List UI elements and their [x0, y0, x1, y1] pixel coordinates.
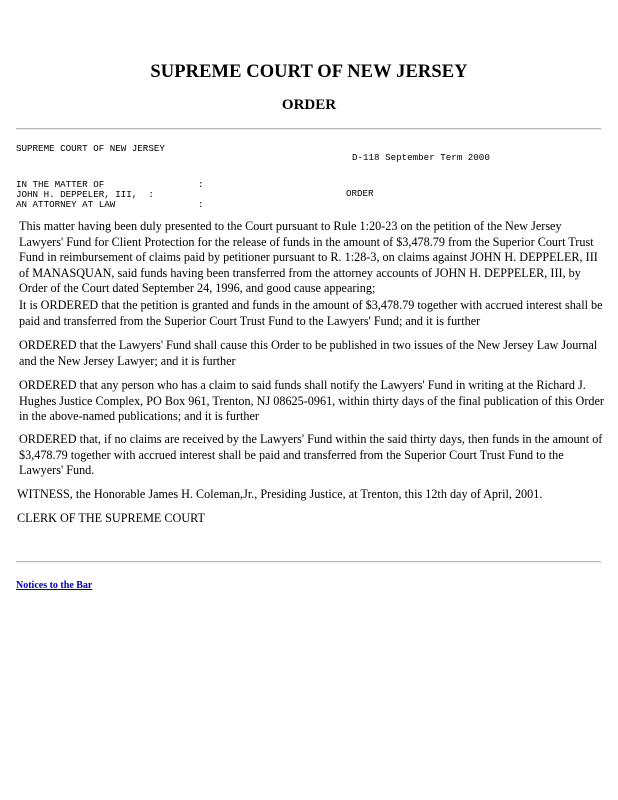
notices-to-the-bar-link[interactable]: Notices to the Bar [16, 580, 93, 591]
order-paragraph-5: ORDERED that, if no claims are received by the Lawyers' Fund within the said thirty days, then funds in the amount of $3,478.79 together with accrued interest shall be paid and transferred from the Superior Court Trust Fund to the Lawyers' Fund. [19, 432, 603, 477]
caption-order-label: ORDER [346, 188, 374, 199]
caption-court: SUPREME COURT OF NEW JERSEY [16, 143, 165, 154]
caption-docket: D-118 September Term 2000 [352, 152, 490, 163]
order-paragraph-1: This matter having been duly presented to the Court pursuant to Rule 1:20-23 on the petition of the New Jersey Lawyers' Fund for Client Protection for the release of funds in the amount of $3,478.79 from the Superior Court Trust Fund in reimbursement of claims paid by petitioner pursuant to R. 1:28-3, on claims against JOHN H. DEPPELER, III of MANASQUAN, said funds having been transferred from the attorney accounts of JOHN H. DEPPELER, III, by Order of the Court dated September 24, 1996, and good cause appearing; [19, 219, 598, 295]
page-title: SUPREME COURT OF NEW JERSEY [150, 62, 468, 82]
clerk-signature-line: CLERK OF THE SUPREME COURT [17, 511, 205, 525]
caption-matter-block: IN THE MATTER OF : JOHN H. DEPPELER, III, : AN ATTORNEY AT LAW : [16, 179, 204, 210]
witness-statement: WITNESS, the Honorable James H. Coleman,Jr., Presiding Justice, at Trenton, this 12th day of April, 2001. [17, 487, 543, 501]
order-paragraph-2: It is ORDERED that the petition is granted and funds in the amount of $3,478.79 together with accrued interest shall be paid and transferred from the Superior Court Trust Fund to the Lawyers' Fund; and it is further [19, 298, 603, 328]
divider-bottom [16, 561, 601, 563]
order-paragraph-3: ORDERED that the Lawyers' Fund shall cause this Order to be published in two issues of the New Jersey Law Journal and the New Jersey Lawyer; and it is further [19, 338, 598, 368]
order-paragraph-4: ORDERED that any person who has a claim to said funds shall notify the Lawyers' Fund in writing at the Richard J. Hughes Justice Complex, PO Box 961, Trenton, NJ 08625-0961, within thirty days of the final publication of this Order in the above-named publications; and it is further [19, 378, 604, 423]
page-subtitle: ORDER [281, 97, 337, 113]
divider-top [16, 128, 601, 130]
